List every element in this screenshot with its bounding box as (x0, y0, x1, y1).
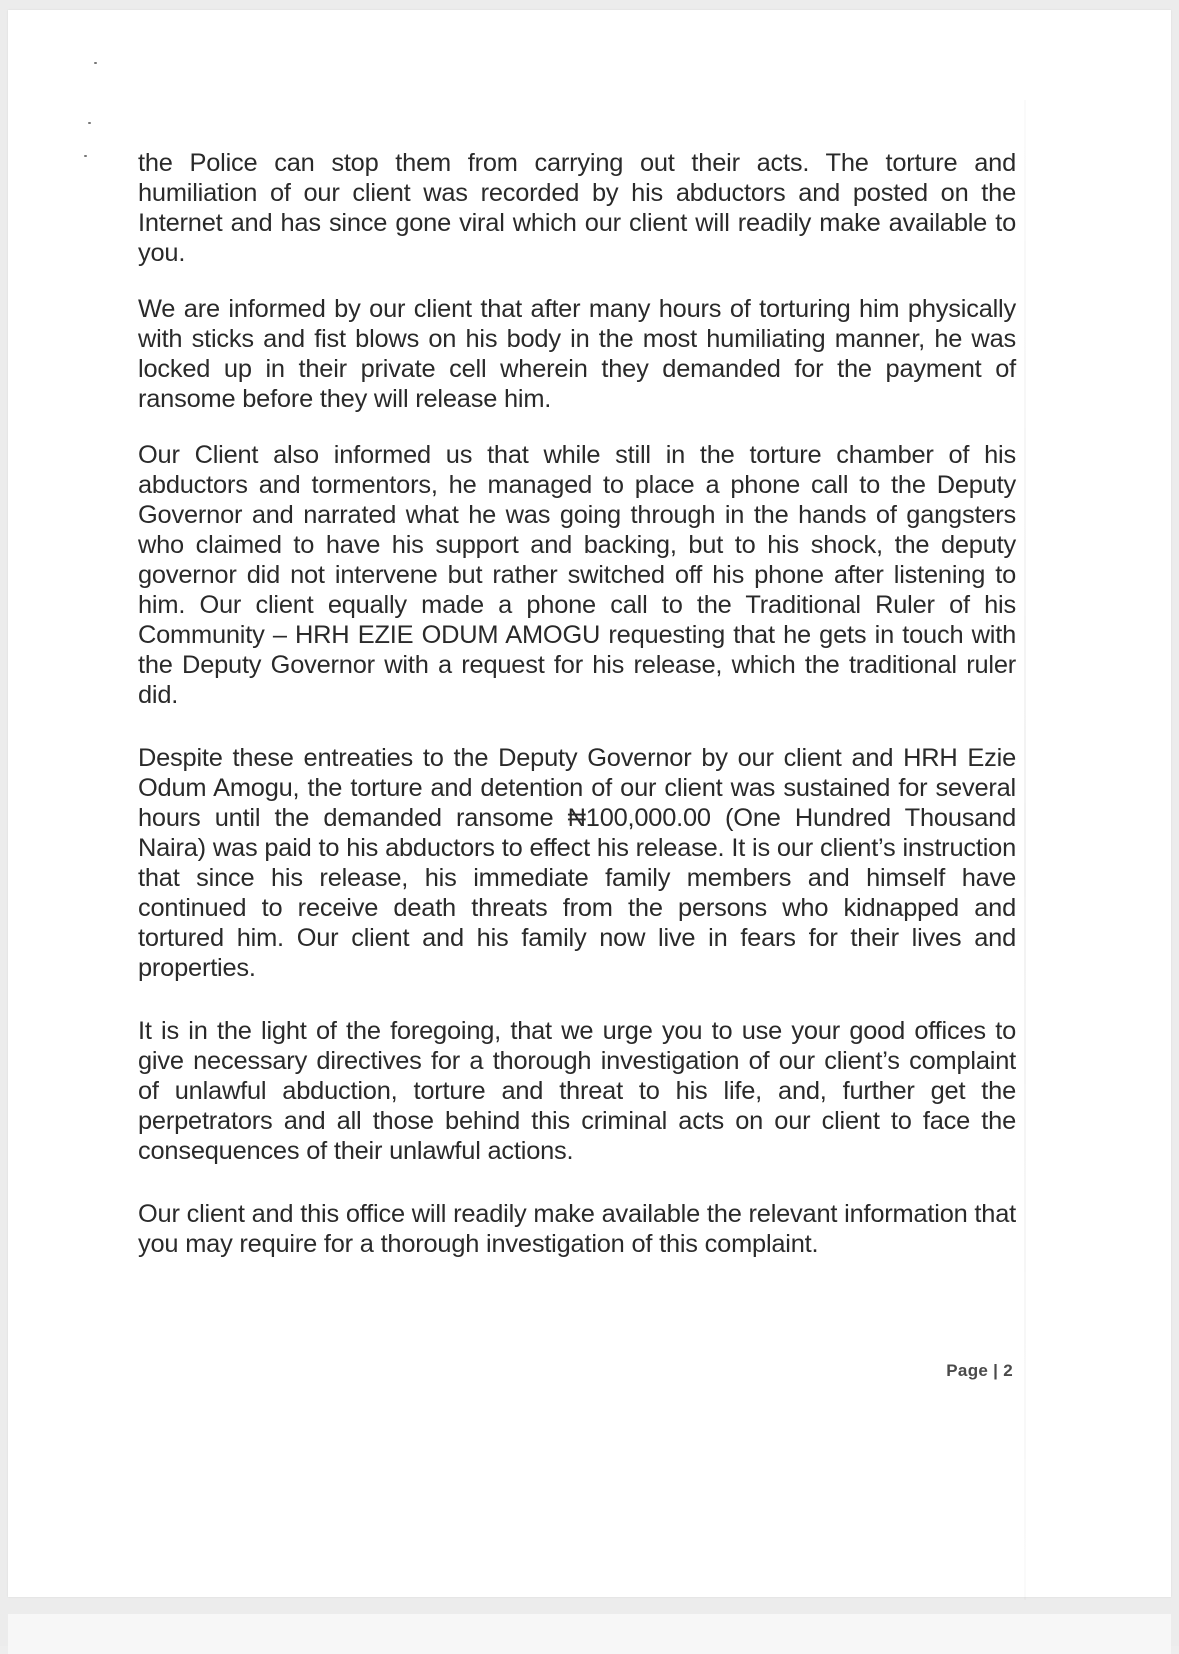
scan-speck (84, 155, 87, 157)
paragraph-ransom-paid: Despite these entreaties to the Deputy Governor by our client and HRH Ezie Odum Amogu, the torture and detention of our client was sustained for several hours until the demanded ransome ₦100,000.00 (One Hundred Thousand Naira) was paid to his abductors to effect his release. It is our client’s instruction that since his release, his immediate family members and himself have continued to receive death threats from the persons who kidnapped and tortured him. Our client and his family now live in fears for their lives and properties. (138, 744, 1016, 982)
paragraph-phone-calls: Our Client also informed us that while still in the torture chamber of his abductors and tormentors, he managed to place a phone call to the Deputy Governor and narrated what he was going through in the hands of gangsters who claimed to have his support and backing, but to his shock, the deputy governor did not intervene but rather switched off his phone after listening to him. Our client equally made a phone call to the Traditional Ruler of his Community – HRH EZIE ODUM AMOGU requesting that he gets in touch with the Deputy Governor with a request for his release, which the traditional ruler did. (138, 441, 1016, 709)
paragraph-closing: Our client and this office will readily make available the relevant information that you may require for a thorough investigation of this complaint. (138, 1200, 1016, 1258)
paragraph-request-investigation: It is in the light of the foregoing, that we urge you to use your good offices to give necessary directives for a thorough investigation of our client’s complaint of unlawful abduction, torture and threat to his life, and, further get the perpetrators and all those behind this criminal acts on our client to face the consequences of their unlawful actions. (138, 1017, 1016, 1165)
scan-edge-shadow (1024, 100, 1026, 1600)
paragraph-police-recording: the Police can stop them from carrying out their acts. The torture and humiliation of our client was recorded by his abductors and posted on the Internet and has since gone viral which our client will readily make available to you. (138, 149, 1016, 267)
page-number: Page | 2 (946, 1361, 1013, 1380)
paragraph-torture-ransom: We are informed by our client that after many hours of torturing him physically with sticks and fist blows on his body in the most humiliating manner, he was locked up in their private cell wherein they demanded for the payment of ransome before they will release him. (138, 295, 1016, 413)
scan-speck (94, 62, 97, 64)
letter-body (138, 148, 1016, 1285)
next-page-edge (8, 1614, 1171, 1654)
scan-speck (88, 122, 91, 124)
